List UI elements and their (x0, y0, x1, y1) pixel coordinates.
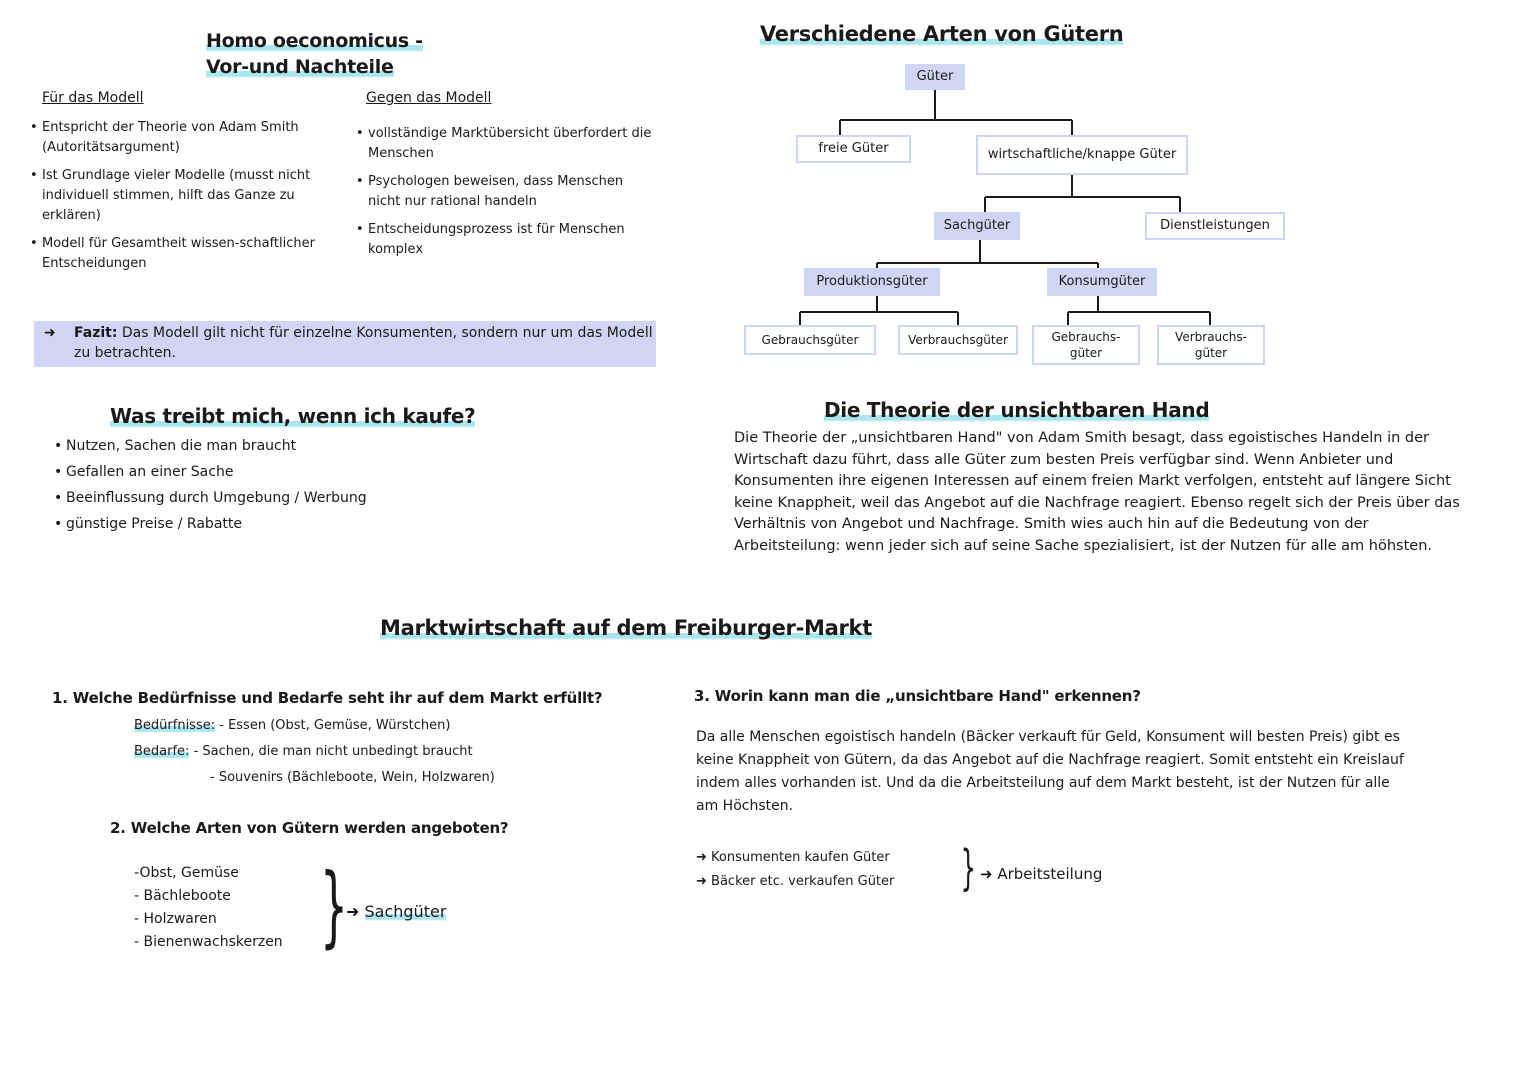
con-item: • Entscheidungsprozess ist für Menschen komplex (356, 220, 656, 260)
q2-item: - Holzwaren (134, 911, 217, 927)
q3-text: Da alle Menschen egoistisch handeln (Bäcker verkauft für Geld, Konsument will besten Preis) gibt es keine Knappheit von Gütern, da das Angebot auf die Nachfrage reagiert. Somit entsteht ein Kreislauf indem alles vorhanden ist. Und da die Arbeitsteilung auf dem Markt besteht, ist der Nutzen für alle am Höchsten. (696, 729, 1404, 814)
pro-heading: Für das Modell (42, 90, 144, 106)
arrow-right-icon: ➜ (696, 874, 707, 889)
title-line-1: Homo oeconomicus - (206, 30, 423, 52)
node-produktionsgueter: Produktionsgüter (804, 268, 940, 296)
title-line-2: Vor-und Nachteile (206, 56, 394, 78)
q2-item: - Bienenwachskerzen (134, 934, 283, 950)
node-gueter: Güter (905, 64, 965, 90)
brace-icon: } (320, 854, 348, 957)
node-konsumgueter: Konsumgüter (1047, 268, 1157, 296)
arrow-right-icon: ➜ (696, 850, 707, 865)
con-heading: Gegen das Modell (366, 90, 492, 106)
kaufen-title: Was treibt mich, wenn ich kaufe? (110, 404, 476, 428)
brace-icon: } (960, 840, 976, 896)
arrow-right-icon: ➜ (44, 325, 56, 341)
bedarfe-text-2: - Souvenirs (Bächleboote, Wein, Holzwaren) (210, 770, 495, 785)
fazit-label: Fazit: (74, 325, 118, 341)
q3-arrow-text-1: Konsumenten kaufen Güter (711, 850, 890, 865)
hand-title: Die Theorie der unsichtbaren Hand (824, 398, 1210, 422)
fazit-text: Das Modell gilt nicht für einzelne Konsumenten, sondern nur um das Modell zu betrachten. (74, 325, 653, 361)
pro-item: • Ist Grundlage vieler Modelle (musst nicht individuell stimmen, hilft das Ganze zu erklären) (30, 166, 320, 226)
arrow-right-icon: ➜ (346, 902, 360, 921)
beduerfnisse-row (134, 716, 450, 736)
node-kons-verbrauchsgueter: Verbrauchs-güter (1157, 325, 1265, 365)
node-freie-gueter: freie Güter (796, 135, 911, 163)
q3-arrows (696, 846, 894, 894)
beduerfnisse-text: - Essen (Obst, Gemüse, Würstchen) (219, 718, 451, 733)
beduerfnisse-label: Bedürfnisse: (134, 718, 216, 733)
node-prod-verbrauchsgueter: Verbrauchsgüter (898, 325, 1018, 355)
node-dienstleistungen: Dienstleistungen (1145, 212, 1285, 240)
q3-result-row (980, 864, 1102, 884)
question-3: 3. Worin kann man die „unsichtbare Hand" erkennen? (694, 687, 1141, 705)
con-item: • Psychologen beweisen, dass Menschen nicht nur rational handeln (356, 172, 656, 212)
question-1: 1. Welche Bedürfnisse und Bedarfe seht ihr auf dem Markt erfüllt? (52, 689, 603, 707)
q2-result: Sachgüter (364, 902, 447, 921)
q3-result: Arbeitsteilung (997, 865, 1103, 883)
q2-item: - Bächleboote (134, 888, 231, 904)
bedarfe-text-1: - Sachen, die man nicht unbedingt braucht (193, 744, 473, 759)
q3-arrow-row-1 (696, 846, 894, 870)
kaufen-item: • günstige Preise / Rabatte (54, 514, 474, 534)
gueter-title: Verschiedene Arten von Gütern (760, 22, 1124, 46)
bedarfe-label: Bedarfe: (134, 744, 190, 759)
q2-result-row (346, 902, 446, 922)
kaufen-item: • Beeinflussung durch Umgebung / Werbung (54, 488, 474, 508)
bedarfe-row (134, 742, 473, 762)
node-knappe-gueter: wirtschaftliche/knappe Güter (976, 135, 1188, 175)
node-sachgueter: Sachgüter (934, 212, 1020, 240)
gueter-tree-lines (0, 0, 1527, 380)
node-prod-gebrauchsgueter: Gebrauchsgüter (744, 325, 876, 355)
hand-text: Die Theorie der „unsichtbaren Hand" von Adam Smith besagt, dass egoistisches Handeln in der Wirtschaft dazu führt, dass alle Güter zum besten Preis verfügbar sind. Wenn Anbieter und Konsumenten ihre eigenen Interessen auf einem freien Markt verfolgen, entsteht auf längere Sicht keine Knappheit, weil das Angebot auf die Nachfrage reagiert. Ebenso regelt sich der Preis über das Verhältnis von Angebot und Nachfrage. Smith wies auch hin auf die Bedeutung von der Arbeitsteilung: wenn jeder sich auf seine Sache spezialisiert, ist der Nutzen für alle am höhsten. (734, 430, 1460, 554)
kaufen-item: • Gefallen an einer Sache (54, 462, 474, 482)
markt-title: Marktwirtschaft auf dem Freiburger-Markt (380, 616, 872, 640)
arrow-right-icon: ➜ (980, 865, 993, 883)
q3-arrow-text-2: Bäcker etc. verkaufen Güter (711, 874, 895, 889)
pro-item: • Modell für Gesamtheit wissen-schaftlicher Entscheidungen (30, 234, 320, 274)
node-kons-gebrauchsgueter: Gebrauchs-güter (1032, 325, 1140, 365)
con-item: • vollständige Marktübersicht überfordert die Menschen (356, 124, 656, 164)
q2-item: -Obst, Gemüse (134, 865, 239, 881)
q2-list (134, 862, 283, 954)
kaufen-list (54, 436, 474, 540)
question-2: 2. Welche Arten von Gütern werden angeboten? (110, 819, 509, 837)
kaufen-item: • Nutzen, Sachen die man braucht (54, 436, 474, 456)
q3-arrow-row-2 (696, 870, 894, 894)
pro-item: • Entspricht der Theorie von Adam Smith (Autoritätsargument) (30, 118, 320, 158)
